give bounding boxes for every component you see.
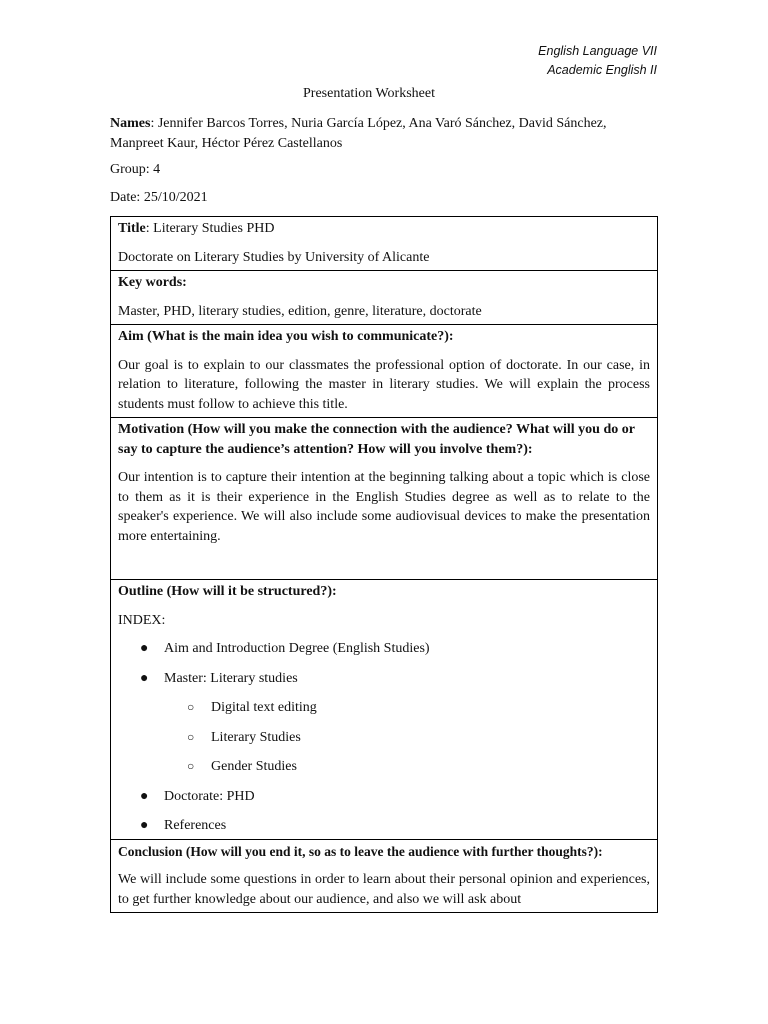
list-item: ○ Digital text editing [118, 698, 650, 718]
course-subtitle: Academic English II [547, 63, 657, 77]
conclusion-label: Conclusion (How will you end it, so as to leave the audience with further thoughts?): [118, 843, 603, 859]
conclusion-row [111, 839, 658, 913]
keywords-cell [111, 271, 658, 325]
title-row [111, 217, 658, 271]
bullet-icon: ● [140, 670, 149, 686]
title-value: : Literary Studies PHD [145, 221, 275, 236]
names-label: Names [110, 116, 151, 131]
list-item: ● Master: Literary studies [118, 669, 650, 689]
title-cell [111, 217, 658, 271]
circle-bullet-icon: ○ [187, 729, 195, 744]
course-name: English Language VII [538, 44, 657, 58]
conclusion-cell [111, 839, 658, 913]
aim-cell [111, 325, 658, 418]
keywords-row [111, 271, 658, 325]
title-label: Title [118, 221, 146, 236]
circle-bullet-icon: ○ [187, 700, 195, 714]
list-item: ○ Literary Studies [118, 728, 650, 748]
aim-text: Our goal is to explain to our classmates the professional option of doctorate. In our case, in relation to literature, following the master in literary studies. We will explain the process students must follow to achieve this title. [118, 357, 650, 412]
outline-index-label: INDEX: [118, 612, 166, 628]
bullet-icon: ● [140, 818, 149, 833]
circle-bullet-icon: ○ [187, 759, 195, 773]
outline-cell [111, 580, 658, 840]
outline-list [118, 639, 650, 836]
names-line [110, 114, 658, 154]
conclusion-text: We will include some questions in order to learn about their personal opinion and experiences, to get further knowledge about our audience, and also we will ask about [118, 872, 650, 907]
aim-row [111, 325, 658, 418]
outline-row [111, 580, 658, 840]
aim-label: Aim (What is the main idea you wish to communicate?): [118, 329, 454, 344]
motivation-text: Our intention is to capture their intention at the beginning talking about a topic which is close to them as it is their experience in the English Studies degree as well as to relate to the speaker's experience. We will also include some audiovisual devices to make the presentation more entertaining. [118, 470, 650, 544]
worksheet-title: Presentation Worksheet [303, 86, 435, 101]
title-subtitle: Doctorate on Literary Studies by University of Alicante [118, 249, 430, 265]
motivation-label: Motivation (How will you make the connection with the audience? What will you do or say to capture the audience’s attention? How will you involve them?): [118, 422, 635, 457]
motivation-cell [111, 418, 658, 580]
keywords-label: Key words: [118, 275, 187, 290]
bullet-icon: ● [140, 788, 149, 804]
list-item: ○ Gender Studies [118, 757, 650, 777]
outline-label: Outline (How will it be structured?): [118, 584, 337, 599]
page-header [538, 42, 657, 80]
list-item: ● Aim and Introduction Degree (English Studies) [118, 639, 650, 659]
motivation-row [111, 418, 658, 580]
keywords-value: Master, PHD, literary studies, edition, genre, literature, doctorate [118, 303, 482, 319]
names-value: : Jennifer Barcos Torres, Nuria García López, Ana Varó Sánchez, David Sánchez, Manpreet Kaur, Héctor Pérez Castellanos [110, 116, 607, 151]
date-line: Date: 25/10/2021 [110, 190, 208, 205]
list-item: ● References [118, 816, 650, 836]
list-item: ● Doctorate: PHD [118, 787, 650, 807]
bullet-icon: ● [140, 641, 149, 656]
worksheet-table [110, 216, 658, 913]
group-line: Group: 4 [110, 162, 161, 177]
